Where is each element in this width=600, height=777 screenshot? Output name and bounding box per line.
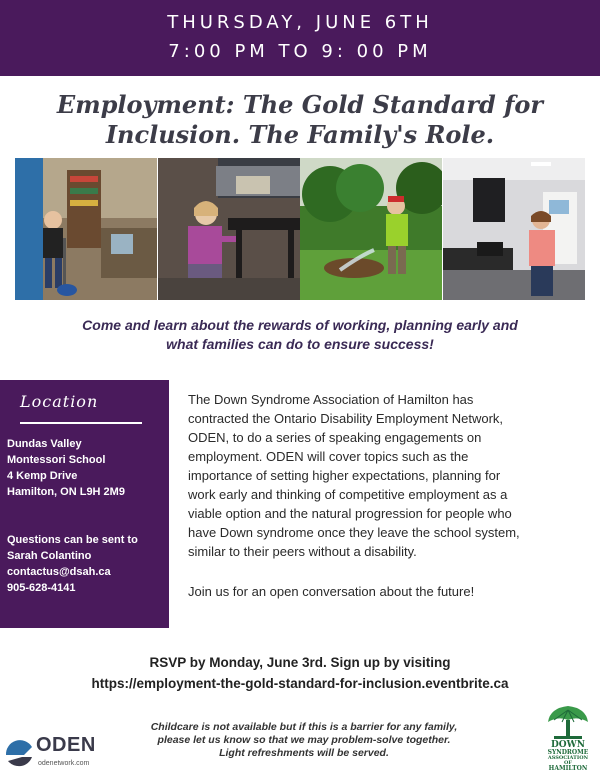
- oden-url[interactable]: odenetwork.com: [38, 760, 90, 767]
- event-date: THURSDAY, JUNE 6TH: [167, 12, 433, 33]
- photo-woman-at-office: [443, 158, 586, 300]
- tagline: [20, 316, 580, 354]
- rsvp-block: [20, 652, 580, 694]
- description-line: contracted the Ontario Disability Employment Network,: [188, 411, 504, 426]
- ds-logo-line: SYNDROME: [547, 749, 589, 756]
- event-time: 7:00 PM TO 9: 00 PM: [168, 41, 432, 62]
- venue-address: [7, 436, 125, 500]
- event-title: [20, 90, 580, 150]
- event-description: [188, 390, 582, 561]
- tagline-line-2: what families can do to ensure success!: [166, 336, 434, 352]
- ds-logo-line: HAMILTON: [548, 765, 588, 772]
- tree-icon: [540, 704, 596, 740]
- photo-boy-watering-garden: [300, 158, 443, 300]
- ds-logo-line: ASSOCIATION: [547, 755, 589, 761]
- ds-logo-line: OF: [564, 760, 572, 766]
- address-line: Dundas Valley: [7, 438, 82, 450]
- footer-note: [118, 721, 490, 760]
- rsvp-link[interactable]: https://employment-the-gold-standard-for-inclusion.eventbrite.ca: [91, 676, 509, 691]
- date-time-banner: [0, 0, 600, 76]
- address-line: Hamilton, ON L9H 2M9: [7, 486, 125, 498]
- dsah-logo: [540, 704, 596, 772]
- oden-wordmark: ODEN: [36, 734, 96, 756]
- footer-line: Childcare is not available but if this is a barrier for any family,: [150, 721, 458, 733]
- photo-boy-vacuuming: [15, 158, 158, 300]
- contact-line: Questions can be sent to: [7, 534, 138, 546]
- description-line: work early and thinking of competitive employment as a: [188, 487, 508, 502]
- description-line: The Down Syndrome Association of Hamilton has: [188, 392, 474, 407]
- description-line: viable option and the natural progression for people who: [188, 506, 512, 521]
- event-title-line-1: Employment: The Gold Standard for: [56, 90, 544, 119]
- contact-name: Sarah Colantino: [7, 550, 92, 562]
- location-divider: [20, 422, 142, 424]
- footer-line: please let us know so that we may problem-solve together.: [157, 734, 451, 746]
- description-line: ODEN, to do a series of speaking engagements on: [188, 430, 482, 445]
- tagline-line-1: Come and learn about the rewards of working, planning early and: [82, 317, 518, 333]
- location-sidebar: [0, 380, 169, 628]
- address-line: Montessori School: [7, 454, 106, 466]
- description-line: similar to their peers without a disability.: [188, 544, 417, 559]
- description-line: have Down syndrome once they leave the school system,: [188, 525, 520, 540]
- join-invitation: Join us for an open conversation about the future!: [188, 584, 475, 599]
- ds-logo-line: DOWN: [551, 740, 585, 750]
- footer-line: Light refreshments will be served.: [219, 747, 389, 759]
- description-line: employment. ODEN will cover topics such as the: [188, 449, 469, 464]
- photo-strip: [15, 158, 585, 300]
- rsvp-deadline: RSVP by Monday, June 3rd. Sign up by visiting: [149, 655, 451, 670]
- description-line: importance of setting higher expectations, planning for: [188, 468, 501, 483]
- contact-email[interactable]: contactus@dsah.ca: [7, 566, 111, 578]
- event-title-line-2: Inclusion. The Family's Role.: [105, 120, 495, 149]
- location-heading: Location: [20, 392, 99, 411]
- contact-phone[interactable]: 905-628-4141: [7, 582, 76, 594]
- contact-info: [7, 532, 138, 596]
- photo-girl-cleaning-table: [158, 158, 301, 300]
- address-line: 4 Kemp Drive: [7, 470, 78, 482]
